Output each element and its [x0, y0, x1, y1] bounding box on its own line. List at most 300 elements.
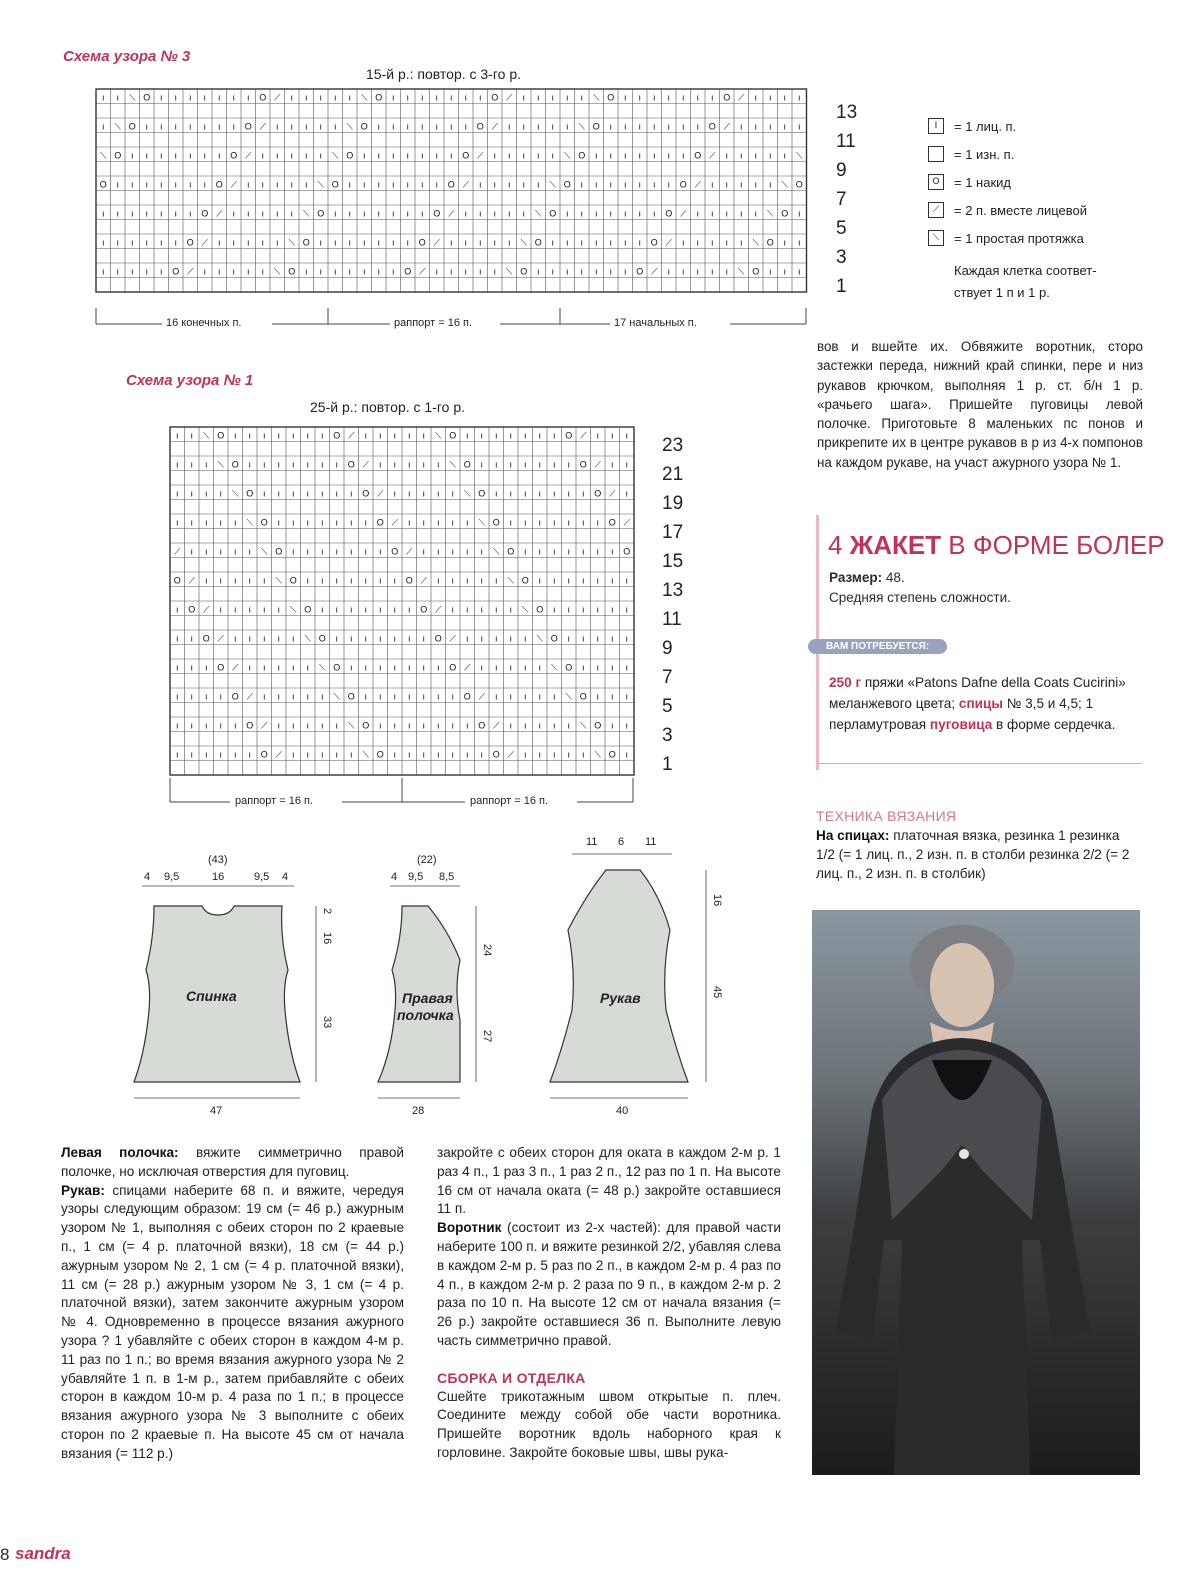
svg-text:ı: ı [681, 237, 685, 248]
svg-text:ı: ı [625, 575, 629, 586]
svg-text:ı: ı [377, 150, 381, 161]
svg-text:ı: ı [522, 92, 526, 103]
svg-text:⟋: ⟋ [491, 121, 498, 132]
svg-text:ı: ı [291, 662, 295, 673]
svg-text:⟍: ⟍ [232, 488, 239, 499]
svg-text:ı: ı [407, 488, 411, 499]
svg-text:ı: ı [580, 92, 584, 103]
svg-text:⟋: ⟋ [609, 488, 616, 499]
svg-text:ı: ı [378, 691, 382, 702]
svg-text:ı: ı [277, 488, 281, 499]
svg-text:ı: ı [623, 150, 627, 161]
svg-text:ı: ı [596, 604, 600, 615]
svg-text:ı: ı [494, 662, 498, 673]
svg-text:ı: ı [306, 749, 310, 760]
svg-text:ı: ı [130, 150, 134, 161]
svg-text:ı: ı [101, 92, 105, 103]
svg-text:ı: ı [509, 430, 513, 441]
svg-text:⟍: ⟍ [288, 237, 295, 248]
svg-text:ı: ı [567, 749, 571, 760]
svg-text:ı: ı [509, 691, 513, 702]
svg-text:ı: ı [625, 662, 629, 673]
svg-text:ı: ı [246, 179, 250, 190]
svg-text:ı: ı [407, 749, 411, 760]
k2tog-symbol-icon: ⟋ [928, 202, 944, 218]
front-piece [378, 854, 493, 1117]
svg-text:ı: ı [739, 179, 743, 190]
svg-text:ı: ı [217, 121, 221, 132]
svg-text:ı: ı [320, 546, 324, 557]
svg-text:⟍: ⟍ [333, 691, 340, 702]
svg-text:⟍: ⟍ [535, 208, 542, 219]
svg-text:ı: ı [190, 691, 194, 702]
svg-text:ı: ı [494, 488, 498, 499]
svg-text:ı: ı [420, 121, 424, 132]
svg-text:ı: ı [204, 488, 208, 499]
svg-text:ı: ı [378, 546, 382, 557]
svg-text:O: O [304, 604, 312, 615]
svg-text:⟍: ⟍ [464, 488, 471, 499]
svg-text:ı: ı [275, 237, 279, 248]
svg-text:⟍: ⟍ [594, 749, 601, 760]
svg-text:⟍: ⟍ [580, 720, 587, 731]
svg-text:O: O [520, 266, 528, 277]
svg-text:ı: ı [188, 92, 192, 103]
svg-text:ı: ı [320, 749, 324, 760]
svg-text:O: O [449, 430, 457, 441]
svg-text:ı: ı [538, 749, 542, 760]
svg-text:⟍: ⟍ [752, 237, 759, 248]
svg-text:ı: ı [581, 517, 585, 528]
legend-item-yarnover: O = 1 накид [928, 168, 1158, 196]
svg-text:ı: ı [449, 92, 453, 103]
svg-text:ı: ı [335, 546, 339, 557]
svg-text:ı: ı [478, 237, 482, 248]
svg-text:ı: ı [552, 691, 556, 702]
svg-text:ı: ı [304, 121, 308, 132]
svg-text:ı: ı [464, 266, 468, 277]
svg-text:ı: ı [378, 430, 382, 441]
svg-text:ı: ı [190, 546, 194, 557]
front-side-2: 27 [481, 1030, 493, 1043]
svg-text:O: O [781, 208, 789, 219]
svg-text:⟍: ⟍ [536, 633, 543, 644]
svg-text:ı: ı [246, 92, 250, 103]
svg-text:O: O [143, 92, 151, 103]
svg-text:ı: ı [203, 121, 207, 132]
svg-text:ı: ı [596, 633, 600, 644]
svg-text:⟋: ⟋ [274, 92, 281, 103]
svg-text:ı: ı [159, 121, 163, 132]
svg-text:O: O [449, 662, 457, 673]
svg-text:O: O [317, 208, 325, 219]
svg-text:ı: ı [494, 604, 498, 615]
svg-text:O: O [650, 237, 658, 248]
svg-text:ı: ı [233, 749, 237, 760]
svg-text:⟋: ⟋ [377, 488, 384, 499]
svg-text:ı: ı [725, 179, 729, 190]
svg-text:O: O [463, 459, 471, 470]
svg-text:O: O [462, 150, 470, 161]
svg-text:ı: ı [277, 517, 281, 528]
svg-text:ı: ı [480, 749, 484, 760]
svg-text:ı: ı [175, 749, 179, 760]
svg-text:ı: ı [523, 662, 527, 673]
scheme3-row-7: 7 [836, 189, 847, 210]
svg-text:⟋: ⟋ [203, 604, 210, 615]
svg-text:⟋: ⟋ [406, 546, 413, 557]
scheme1-row-21: 21 [662, 464, 684, 485]
scheme1-row-17: 17 [662, 522, 684, 543]
svg-text:ı: ı [306, 488, 310, 499]
svg-text:ı: ı [291, 691, 295, 702]
svg-text:ı: ı [233, 430, 237, 441]
svg-text:ı: ı [681, 150, 685, 161]
svg-text:ı: ı [262, 488, 266, 499]
svg-text:ı: ı [565, 237, 569, 248]
svg-text:ı: ı [610, 575, 614, 586]
svg-text:ı: ı [233, 546, 237, 557]
svg-text:ı: ı [480, 604, 484, 615]
svg-text:O: O [492, 517, 500, 528]
svg-text:ı: ı [232, 237, 236, 248]
sleeve-top-2: 6 [618, 836, 625, 848]
svg-text:ı: ı [364, 517, 368, 528]
svg-text:ı: ı [565, 266, 569, 277]
svg-text:ı: ı [377, 208, 381, 219]
svg-text:O: O [752, 266, 760, 277]
svg-text:ı: ı [320, 459, 324, 470]
svg-text:ı: ı [349, 633, 353, 644]
svg-text:ı: ı [377, 266, 381, 277]
svg-text:ı: ı [233, 517, 237, 528]
svg-text:⟍: ⟍ [246, 517, 253, 528]
svg-text:ı: ı [407, 720, 411, 731]
svg-text:ı: ı [130, 208, 134, 219]
svg-text:ı: ı [567, 575, 571, 586]
svg-text:ı: ı [451, 546, 455, 557]
svg-text:⟋: ⟋ [188, 575, 195, 586]
svg-text:ı: ı [581, 604, 585, 615]
svg-text:⟍: ⟍ [565, 691, 572, 702]
svg-text:⟋: ⟋ [477, 150, 484, 161]
svg-text:O: O [550, 633, 558, 644]
svg-text:ı: ı [725, 237, 729, 248]
svg-text:ı: ı [319, 92, 323, 103]
svg-text:ı: ı [175, 633, 179, 644]
svg-text:O: O [376, 749, 384, 760]
svg-text:ı: ı [754, 179, 758, 190]
svg-text:⟋: ⟋ [435, 604, 442, 615]
svg-text:ı: ı [393, 749, 397, 760]
svg-text:ı: ı [306, 459, 310, 470]
svg-text:ı: ı [261, 179, 265, 190]
svg-text:ı: ı [378, 604, 382, 615]
svg-text:ı: ı [203, 179, 207, 190]
svg-text:ı: ı [523, 749, 527, 760]
svg-text:O: O [578, 150, 586, 161]
svg-text:ı: ı [710, 92, 714, 103]
svg-text:⟍: ⟍ [274, 266, 281, 277]
svg-text:ı: ı [422, 488, 426, 499]
svg-text:ı: ı [538, 430, 542, 441]
svg-text:⟋: ⟋ [580, 430, 587, 441]
svg-text:ı: ı [536, 266, 540, 277]
svg-text:ı: ı [159, 266, 163, 277]
svg-text:⟋: ⟋ [680, 208, 687, 219]
svg-text:ı: ı [159, 237, 163, 248]
svg-text:ı: ı [580, 179, 584, 190]
svg-text:ı: ı [478, 92, 482, 103]
svg-text:ı: ı [494, 691, 498, 702]
svg-text:O: O [476, 121, 484, 132]
svg-text:ı: ı [580, 237, 584, 248]
svg-text:⟋: ⟋ [230, 179, 237, 190]
svg-text:ı: ı [190, 749, 194, 760]
svg-text:ı: ı [248, 749, 252, 760]
svg-text:ı: ı [262, 691, 266, 702]
svg-text:ı: ı [175, 720, 179, 731]
svg-text:ı: ı [536, 92, 540, 103]
svg-text:ı: ı [291, 546, 295, 557]
svg-text:ı: ı [436, 488, 440, 499]
scheme1-row-13: 13 [662, 580, 684, 601]
scheme3-footer-end: 16 конечных п. [166, 317, 242, 329]
svg-text:ı: ı [349, 662, 353, 673]
svg-text:ı: ı [203, 266, 207, 277]
scheme1-repeat-note: 25-й р.: повтор. с 1-го р. [310, 399, 465, 415]
svg-text:ı: ı [333, 266, 337, 277]
svg-text:ı: ı [407, 517, 411, 528]
svg-text:ı: ı [277, 604, 281, 615]
svg-text:ı: ı [494, 633, 498, 644]
svg-text:ı: ı [306, 575, 310, 586]
svg-text:ı: ı [567, 488, 571, 499]
svg-text:ı: ı [725, 150, 729, 161]
svg-text:ı: ı [739, 208, 743, 219]
svg-text:ı: ı [422, 662, 426, 673]
svg-text:O: O [579, 459, 587, 470]
scheme3-row-5: 5 [836, 218, 847, 239]
right-continuation-text: вов и вшейте их. Обвяжите воротник, сторо застежки переда, нижний край спинки, пере и низ рукавов крючком, выполняя 1 р. ст. б/н 1 р. «рачьего шага». Пришейте пуговицы левой полочке. Приготовьте 8 маленьких пс понов и прикрепите их в центре рукавов в р из 4-х помпонов на каждом рукаве, на участ ажурного узора № 1. [817, 339, 1143, 470]
svg-text:ı: ı [290, 208, 294, 219]
svg-text:ı: ı [333, 208, 337, 219]
svg-text:ı: ı [667, 92, 671, 103]
scheme1-row-9: 9 [662, 638, 673, 659]
svg-text:ı: ı [523, 517, 527, 528]
svg-text:⟍: ⟍ [217, 459, 224, 470]
svg-text:⟍: ⟍ [203, 430, 210, 441]
svg-text:ı: ı [407, 633, 411, 644]
purl-symbol-icon [928, 146, 944, 162]
svg-text:ı: ı [480, 662, 484, 673]
svg-text:ı: ı [464, 92, 468, 103]
svg-text:ı: ı [580, 208, 584, 219]
svg-text:ı: ı [449, 237, 453, 248]
svg-text:ı: ı [420, 179, 424, 190]
svg-text:ı: ı [320, 488, 324, 499]
svg-text:ı: ı [262, 662, 266, 673]
svg-text:⟋: ⟋ [245, 150, 252, 161]
svg-text:⟍: ⟍ [493, 546, 500, 557]
svg-text:ı: ı [465, 604, 469, 615]
svg-text:ı: ı [610, 662, 614, 673]
svg-text:ı: ı [188, 150, 192, 161]
pattern-pieces [110, 820, 750, 1130]
svg-text:⟋: ⟋ [246, 691, 253, 702]
svg-text:⟍: ⟍ [317, 179, 324, 190]
svg-text:O: O [260, 517, 268, 528]
svg-text:ı: ı [246, 266, 250, 277]
svg-text:ı: ı [552, 488, 556, 499]
svg-text:ı: ı [464, 208, 468, 219]
svg-text:ı: ı [275, 150, 279, 161]
svg-text:ı: ı [652, 150, 656, 161]
svg-text:ı: ı [262, 575, 266, 586]
svg-text:O: O [188, 604, 196, 615]
svg-text:ı: ı [407, 459, 411, 470]
svg-text:ı: ı [436, 517, 440, 528]
svg-text:ı: ı [290, 179, 294, 190]
svg-text:ı: ı [652, 92, 656, 103]
svg-text:ı: ı [667, 266, 671, 277]
svg-text:ı: ı [610, 459, 614, 470]
svg-text:ı: ı [116, 237, 120, 248]
svg-text:ı: ı [233, 720, 237, 731]
svg-text:O: O [172, 266, 180, 277]
svg-text:ı: ı [335, 517, 339, 528]
svg-text:ı: ı [536, 121, 540, 132]
back-top-3: 16 [212, 871, 225, 883]
svg-text:⟍: ⟍ [114, 121, 121, 132]
svg-text:ı: ı [174, 237, 178, 248]
svg-text:⟋: ⟋ [493, 720, 500, 731]
svg-text:ı: ı [290, 150, 294, 161]
svg-text:ı: ı [362, 179, 366, 190]
svg-text:ı: ı [435, 150, 439, 161]
svg-text:ı: ı [625, 604, 629, 615]
svg-text:ı: ı [335, 575, 339, 586]
svg-text:ı: ı [783, 266, 787, 277]
svg-text:ı: ı [364, 662, 368, 673]
svg-text:O: O [331, 179, 339, 190]
svg-text:ı: ı [248, 430, 252, 441]
svg-text:ı: ı [101, 266, 105, 277]
svg-text:O: O [362, 720, 370, 731]
svg-text:⟋: ⟋ [201, 237, 208, 248]
front-label-1: Правая [402, 990, 453, 1006]
svg-text:⟍: ⟍ [506, 266, 513, 277]
svg-text:O: O [246, 488, 254, 499]
svg-text:ı: ı [610, 633, 614, 644]
svg-text:ı: ı [739, 150, 743, 161]
svg-text:ı: ı [451, 749, 455, 760]
svg-text:ı: ı [681, 92, 685, 103]
svg-text:ı: ı [436, 662, 440, 673]
svg-text:ı: ı [523, 633, 527, 644]
svg-text:ı: ı [364, 575, 368, 586]
svg-text:ı: ı [335, 720, 339, 731]
svg-text:ı: ı [522, 208, 526, 219]
materials-text: 250 г пряжи «Patons Dafne della Coats Cucirini» меланжевого цвета; спицы № 3,5 и 4,5; 1 перламутровая пуговица в форме сердечка. [829, 675, 1126, 732]
svg-text:O: O [433, 208, 441, 219]
svg-text:ı: ı [625, 488, 629, 499]
svg-text:O: O [491, 92, 499, 103]
svg-text:ı: ı [378, 575, 382, 586]
svg-text:ı: ı [393, 662, 397, 673]
svg-text:ı: ı [797, 208, 801, 219]
svg-text:ı: ı [349, 749, 353, 760]
scheme3-footer-rapport: раппорт = 16 п. [394, 317, 473, 329]
svg-text:ı: ı [725, 208, 729, 219]
svg-text:⟋: ⟋ [391, 517, 398, 528]
svg-text:ı: ı [233, 633, 237, 644]
scheme1-row-7: 7 [662, 667, 673, 688]
scheme1-row-11: 11 [662, 609, 682, 630]
svg-text:ı: ı [567, 546, 571, 557]
front-side-1: 24 [481, 944, 493, 957]
svg-text:ı: ı [420, 150, 424, 161]
svg-text:ı: ı [522, 121, 526, 132]
svg-text:O: O [288, 266, 296, 277]
back-side-2: 16 [321, 932, 333, 945]
svg-text:O: O [534, 237, 542, 248]
svg-text:ı: ı [204, 691, 208, 702]
svg-text:⟋: ⟋ [275, 749, 282, 760]
svg-text:O: O [665, 208, 673, 219]
svg-text:ı: ı [652, 208, 656, 219]
brand-logo: sandra [15, 1544, 71, 1563]
svg-text:ı: ı [174, 121, 178, 132]
svg-text:ı: ı [233, 604, 237, 615]
svg-text:ı: ı [551, 150, 555, 161]
svg-text:ı: ı [493, 208, 497, 219]
svg-text:ı: ı [204, 662, 208, 673]
svg-text:ı: ı [638, 237, 642, 248]
svg-text:ı: ı [493, 266, 497, 277]
svg-text:ı: ı [681, 121, 685, 132]
svg-text:O: O [231, 691, 239, 702]
svg-text:ı: ı [217, 92, 221, 103]
svg-text:ı: ı [567, 633, 571, 644]
svg-text:ı: ı [422, 459, 426, 470]
svg-text:ı: ı [768, 150, 772, 161]
svg-text:O: O [608, 517, 616, 528]
difficulty: Средняя степень сложности. [829, 590, 1011, 605]
scheme1-title: Схема узора № 1 [126, 372, 254, 389]
svg-text:ı: ı [217, 150, 221, 161]
svg-text:O: O [536, 604, 544, 615]
scheme3-row-13: 13 [836, 102, 858, 123]
svg-text:ı: ı [567, 459, 571, 470]
svg-text:ı: ı [190, 662, 194, 673]
svg-text:ı: ı [768, 121, 772, 132]
svg-text:ı: ı [175, 459, 179, 470]
svg-text:ı: ı [277, 662, 281, 673]
front-top-3: 8,5 [439, 871, 455, 883]
svg-text:ı: ı [101, 237, 105, 248]
svg-text:ı: ı [393, 720, 397, 731]
svg-text:ı: ı [261, 208, 265, 219]
svg-text:ı: ı [291, 488, 295, 499]
svg-text:ı: ı [507, 237, 511, 248]
scheme3-title: Схема узора № 3 [63, 48, 191, 65]
svg-text:ı: ı [436, 749, 440, 760]
svg-text:ı: ı [652, 121, 656, 132]
back-piece [134, 854, 333, 1117]
svg-text:⟋: ⟋ [738, 92, 745, 103]
svg-text:ı: ı [494, 459, 498, 470]
